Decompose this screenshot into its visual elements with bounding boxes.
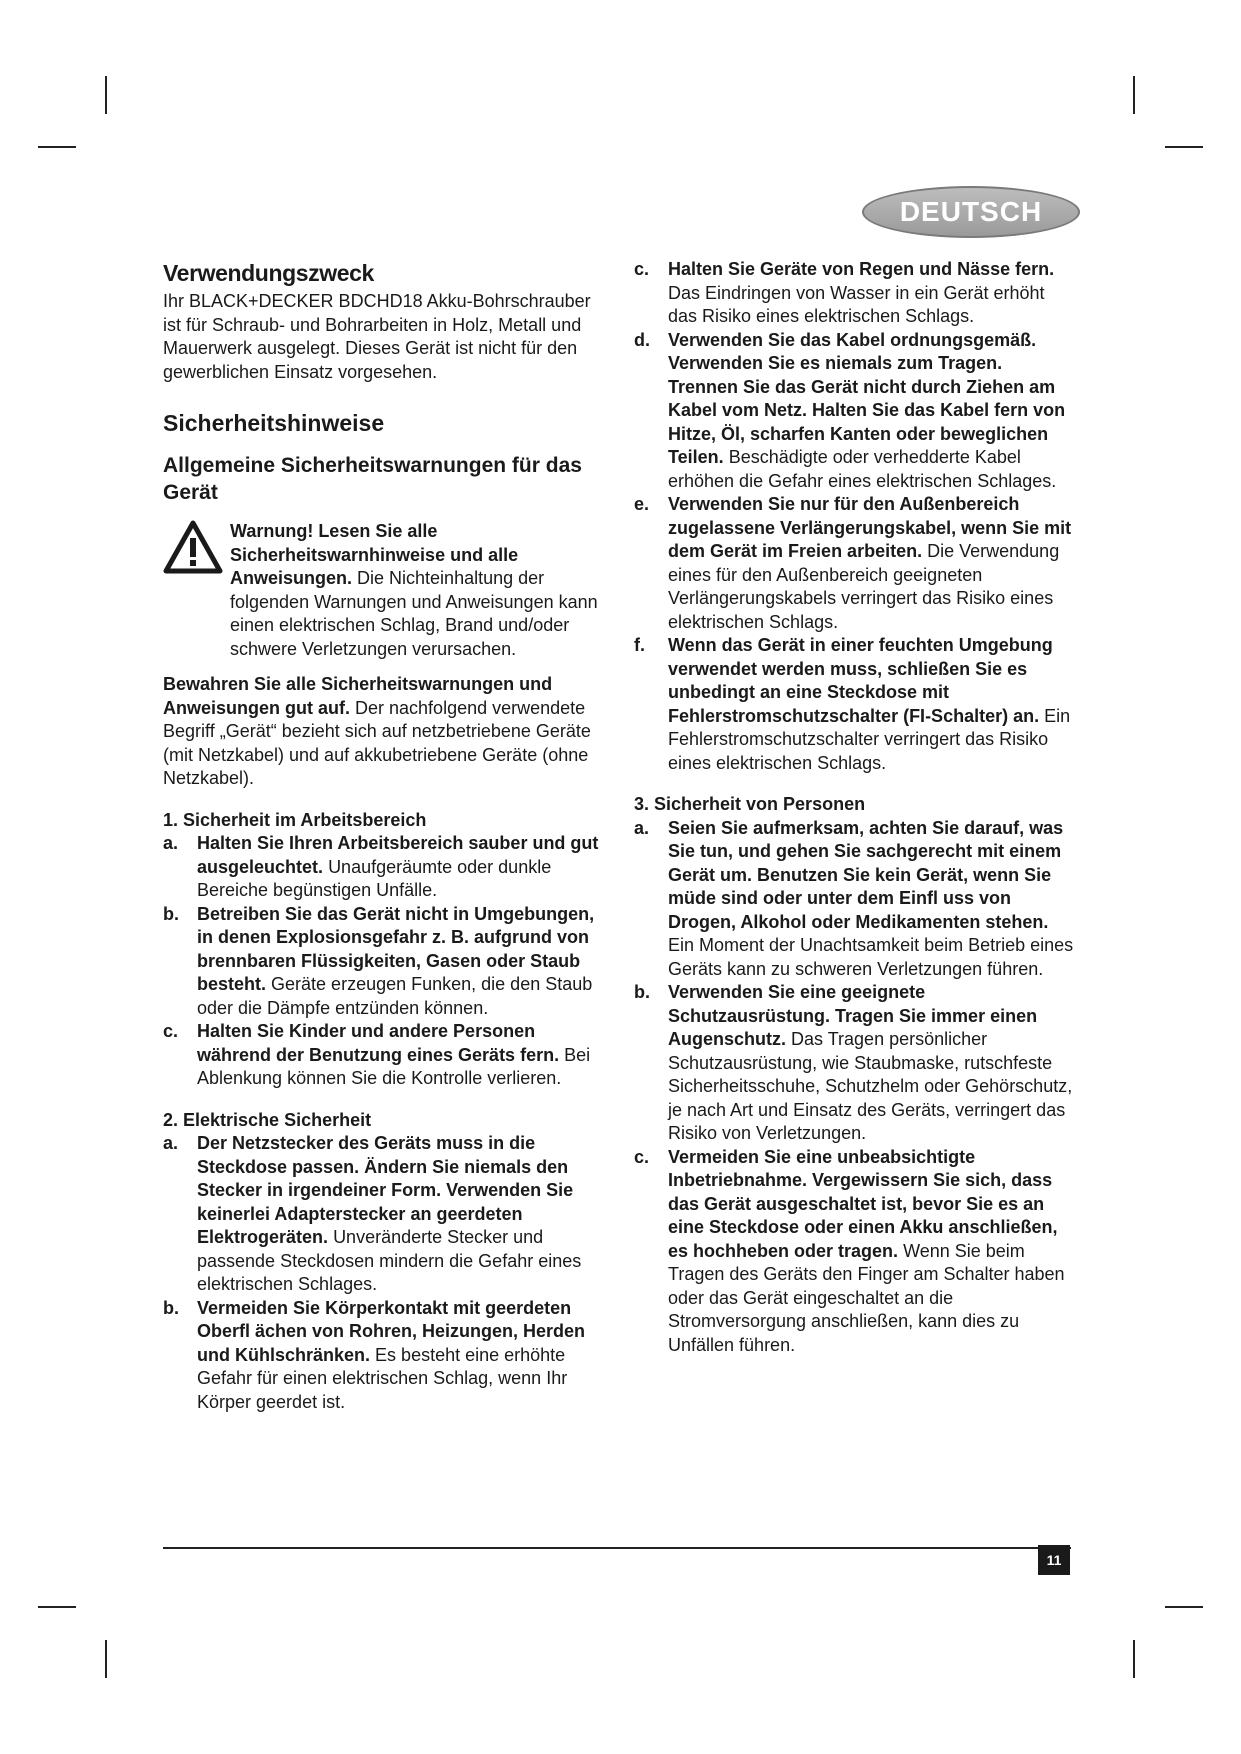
list-item <box>634 817 1074 982</box>
intended-use-text: Ihr BLACK+DECKER BDCHD18 Akku-Bohrschrauber ist für Schraub- und Bohrarbeiten in Holz, Metall und Mauerwerk ausgelegt. Dieses Gerät ist nicht für den gewerblichen Einsatz vorgesehen. <box>163 291 591 382</box>
crop-mark <box>38 146 76 148</box>
section-3-heading: 3. Sicherheit von Personen <box>634 794 866 814</box>
footer-rule <box>163 1547 1071 1549</box>
intended-use-heading: Verwendungszweck <box>163 260 374 286</box>
keep-instructions <box>163 673 599 791</box>
item-text: Geräte erzeugen Funken, die den Staub oder die Dämpfe entzünden können. <box>197 974 593 1018</box>
list-item <box>634 493 1074 634</box>
item-bold: Halten Sie Ihren Arbeitsbereich sauber und gut ausgeleuchtet. <box>197 833 599 877</box>
item-label: e. <box>634 494 650 514</box>
item-text: Das Tragen persönlicher Schutzausrüstung, wie Staubmaske, rutschfeste Sicherheitsschuhe, Schutzhelm oder Gehörschutz, je nach Art und Einsatz des Geräts, verringert das Risiko von Verletzungen. <box>668 1029 1073 1143</box>
item-text: Unaufgeräumte oder dunkle Bereiche begünstigen Unfälle. <box>197 856 552 900</box>
item-text: Beschädigte oder verhedderte Kabel erhöhen die Gefahr eines elektrischen Schlages. <box>668 447 1057 491</box>
item-label: f. <box>634 635 645 655</box>
list-item <box>163 903 599 1021</box>
list-item <box>634 981 1074 1146</box>
list-item <box>634 329 1074 494</box>
warning-bold: Warnung! Lesen Sie alle Sicherheitswarnhinweise und alle Anweisungen. <box>230 521 519 588</box>
section-1-heading: 1. Sicherheit im Arbeitsbereich <box>163 809 427 830</box>
item-label: a. <box>163 1133 179 1153</box>
left-column <box>163 258 599 1414</box>
crop-mark <box>1133 76 1135 114</box>
item-label: a. <box>634 817 650 838</box>
list-item <box>163 1297 599 1415</box>
item-label: a. <box>163 833 179 853</box>
general-warnings-heading: Allgemeine Sicherheitswarnungen für das Gerät <box>163 454 582 504</box>
item-label: b. <box>634 982 650 1002</box>
list-item <box>163 1132 599 1297</box>
right-column <box>634 258 1074 1357</box>
crop-mark <box>105 76 107 114</box>
keep-bold: Bewahren Sie alle Sicherheitswarnungen und Anweisungen gut auf. <box>163 674 553 718</box>
item-text: Das Eindringen von Wasser in ein Gerät erhöht das Risiko eines elektrischen Schlags. <box>668 282 1045 326</box>
item-text: Wenn Sie beim Tragen des Geräts den Finger am Schalter haben oder das Gerät eingeschaltet an die Stromversorgung anschließen, kann dies zu Unfällen führen. <box>668 1240 1065 1355</box>
crop-mark <box>105 1640 107 1678</box>
item-text: Die Verwendung eines für den Außenbereich geeigneten Verlängerungskabels verringert das Risiko eines elektrischen Schlags. <box>668 541 1060 632</box>
safety-heading: Sicherheitshinweise <box>163 410 385 436</box>
item-bold: Verwenden Sie nur für den Außenbereich zugelassene Verlängerungskabel, wenn Sie mit dem Gerät im Freien arbeiten. <box>668 494 1072 561</box>
language-badge: DEUTSCH <box>862 186 1080 238</box>
warning-block <box>163 520 599 661</box>
warning-triangle-icon <box>163 520 223 574</box>
keep-text: Der nachfolgend verwendete Begriff „Gerät“ bezieht sich auf netzbetriebene Geräte (mit Netzkabel) und auf akkubetriebene Geräte (ohne Netzkabel). <box>163 697 591 788</box>
item-label: b. <box>163 903 179 924</box>
item-label: d. <box>634 329 650 350</box>
page-number: 11 <box>1038 1545 1070 1575</box>
item-bold: Seien Sie aufmerksam, achten Sie darauf, was Sie tun, und gehen Sie sachgerecht mit einem Gerät um. Benutzen Sie kein Gerät, wenn Sie müde sind oder unter dem Einfl uss von Drogen, Alkohol oder Medikamenten stehen. <box>668 817 1064 932</box>
item-bold: Betreiben Sie das Gerät nicht in Umgebungen, in denen Explosionsgefahr z. B. aufgrund von brennbaren Flüssigkeiten, Gasen oder Staub besteht. <box>197 903 595 994</box>
item-bold: Verwenden Sie das Kabel ordnungsgemäß. Verwenden Sie es niemals zum Tragen. Trennen Sie das Gerät nicht durch Ziehen am Kabel vom Netz. Halten Sie das Kabel fern von Hitze, Öl, scharfen Kanten oder beweglichen Teilen. <box>668 329 1066 467</box>
item-text: Bei Ablenkung können Sie die Kontrolle verlieren. <box>197 1044 591 1088</box>
crop-mark <box>1165 1606 1203 1608</box>
item-label: b. <box>163 1297 179 1318</box>
item-bold: Vermeiden Sie Körperkontakt mit geerdeten Oberfl ächen von Rohren, Heizungen, Herden und Kühlschränken. <box>197 1297 586 1365</box>
item-bold: Halten Sie Geräte von Regen und Nässe fern. <box>668 259 1055 279</box>
item-text: Unveränderte Stecker und passende Steckdosen mindern die Gefahr eines elektrischen Schlages. <box>197 1227 582 1294</box>
item-text: Ein Moment der Unachtsamkeit beim Betrieb eines Geräts kann zu schweren Verletzungen führen. <box>668 935 1074 979</box>
list-item <box>634 1146 1074 1358</box>
item-label: c. <box>634 1146 650 1167</box>
item-bold: Der Netzstecker des Geräts muss in die Steckdose passen. Ändern Sie niemals den Stecker in irgendeiner Form. Verwenden Sie keinerlei Adapterstecker an geerdeten Elektrogeräten. <box>197 1133 574 1247</box>
item-bold: Halten Sie Kinder und andere Personen während der Benutzung eines Geräts fern. <box>197 1021 560 1065</box>
list-item <box>163 1020 599 1091</box>
list-item <box>634 258 1074 329</box>
item-bold: Vermeiden Sie eine unbeabsichtigte Inbetriebnahme. Vergewissern Sie sich, dass das Gerät ausgeschaltet ist, bevor Sie es an eine Steckdose oder einen Akku anschließen, es hochheben oder tragen. <box>668 1146 1058 1261</box>
item-text: Ein Fehlerstromschutzschalter verringert das Risiko eines elektrischen Schlags. <box>668 705 1071 773</box>
list-item <box>634 634 1074 775</box>
item-bold: Verwenden Sie eine geeignete Schutzausrüstung. Tragen Sie immer einen Augenschutz. <box>668 982 1038 1049</box>
crop-mark <box>1133 1640 1135 1678</box>
item-label: c. <box>634 259 650 279</box>
crop-mark <box>38 1606 76 1608</box>
section-2-heading: 2. Elektrische Sicherheit <box>163 1109 372 1130</box>
crop-mark <box>1165 146 1203 148</box>
list-item <box>163 832 599 903</box>
item-text: Es besteht eine erhöhte Gefahr für einen elektrischen Schlag, wenn Ihr Körper geerdet ist. <box>197 1344 568 1412</box>
item-label: c. <box>163 1021 179 1041</box>
item-bold: Wenn das Gerät in einer feuchten Umgebung verwendet werden muss, schließen Sie es unbedingt an eine Steckdose mit Fehlerstromschutzschalter (FI-Schalter) an. <box>668 635 1053 726</box>
warning-text: Die Nichteinhaltung der folgenden Warnungen und Anweisungen kann einen elektrischen Schlag, Brand und/oder schwere Verletzungen verursachen. <box>230 568 598 659</box>
